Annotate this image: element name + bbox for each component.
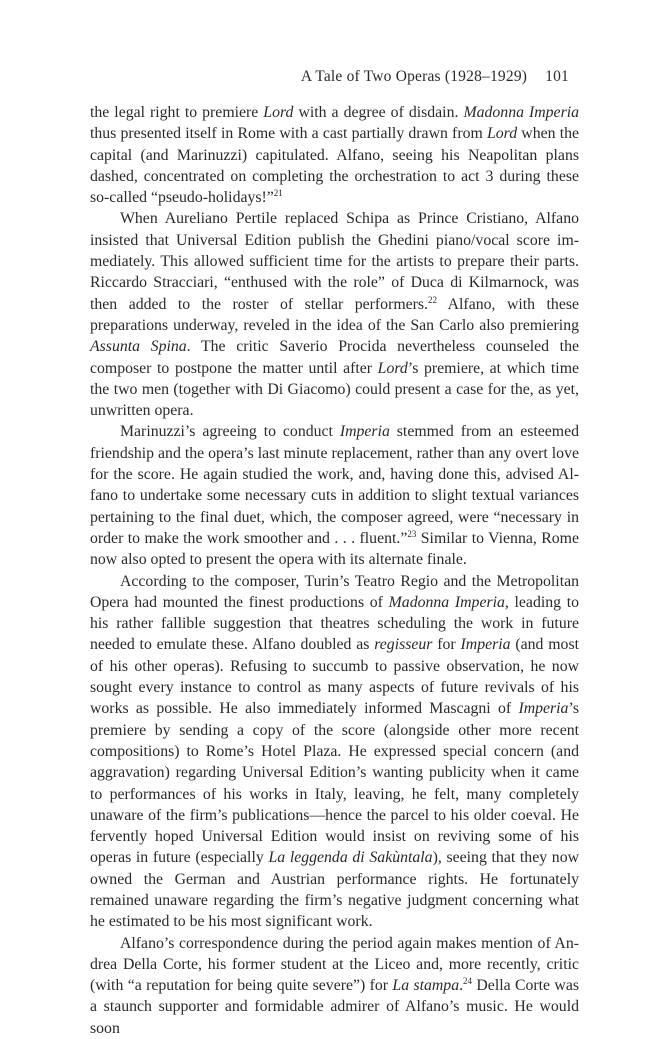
paragraph [90, 571, 579, 933]
text-run: Alfano, with these preparations underway, reveled in the idea of the San Carlo also premiering [90, 295, 579, 334]
italic-text: regisseur [374, 636, 433, 654]
italic-text: Imperia [460, 636, 511, 654]
footnote-ref: 22 [428, 294, 437, 305]
text-run: (and most of his other operas). Refusing to succumb to passive observation, he now sought every instance to control as many aspects of future revivals of his works as possible. He also immediately informed Mascagni of [90, 636, 579, 718]
text-run: the legal right to premiere [90, 104, 264, 121]
text-run: When Aureliano Pertile replaced Schipa as Prince Cristiano, Alfano insisted that Universal Edition publish the Ghedini piano/vocal score immediately. This allowed sufficient time for the artists to prepare their parts. Riccardo Stracciari, “enthused with the role” of Duca di Kilmarnock, was then added to the roster of stellar performers. [90, 210, 579, 313]
italic-text: Lord [486, 125, 518, 143]
body-text [90, 102, 579, 1039]
text-run: Della Corte was a staunch supporter and formidable admirer of Alfano’s music. He would soon [90, 977, 579, 1037]
paragraph [90, 421, 579, 570]
italic-text: Imperia [518, 700, 569, 718]
text-run: when the capital (and Marinuzzi) capitulated. Alfano, seeing his Neapolitan plans dashed, concentrated on completing the orchestration to act 3 during these so-called “pseudo-holidays!” [90, 125, 579, 207]
text-run: Alfano’s correspondence during the period again makes mention of Andrea Della Corte, his former student at the Liceo and, more recently, critic (with “a reputation for being quite severe”) for [90, 934, 579, 995]
italic-text: La leggenda di Sakùntala [268, 849, 433, 867]
text-run: . [459, 977, 464, 995]
text-run: stemmed from an esteemed friendship and the opera’s last minute replacement, rather than any overt love for the score. He again studied the work, and, having done this, advised Alfano to undertake some necessary cuts in addition to slight textual variances pertaining to the final duet, which, the composer agreed, were “necessary in order to make the work smoother and . . . fluent.” [90, 423, 579, 547]
text-run: ), seeing that they now owned the German and Austrian performance rights. He fortunately remained unaware regarding the firm’s negative judgment concerning what he estimated to be his most significant work. [90, 849, 580, 931]
text-run: Marinuzzi’s agreeing to conduct [120, 423, 340, 441]
italic-text: Assunta Spina [90, 338, 187, 356]
paragraph [90, 933, 579, 1039]
italic-text: Imperia [339, 423, 390, 441]
text-run: for [432, 636, 461, 654]
text-run: thus presented itself in Rome with a cast partially drawn from [90, 125, 487, 143]
italic-text: Lord [263, 104, 294, 121]
chapter-title: A Tale of Two Operas (1928–1929) [300, 68, 528, 85]
text-run: . The critic Saverio Procida nevertheless counseled the composer to postpone the matter until after [90, 338, 579, 377]
paragraph [90, 208, 579, 421]
italic-text: La stampa [392, 977, 460, 995]
text-run: , leading to his rather fallible suggestion that theatres scheduling the work in future needed to emulate these. Alfano doubled as [90, 593, 579, 654]
text-run: According to the composer, Turin’s Teatro Regio and the Metropolitan Opera had mounted the finest productions of [90, 572, 579, 611]
text-run: ’s premiere, at which time the two men (together with Di Giacomo) could present a case for the, as yet, unwritten opera. [90, 359, 579, 420]
text-run: Similar to Vienna, Rome now also opted to present the opera with its alternate finale. [90, 529, 579, 569]
italic-text: Madonna Imperia [463, 104, 580, 121]
paragraph [90, 102, 579, 208]
text-run: ’s premiere by sending a copy of the score (alongside other more recent compositions) to Rome’s Hotel Plaza. He expressed special concern (and aggravation) regarding Universal Edition’s wanting publicity when it came to performances of his works in Italy, leaving, he felt, many completely unaware of the firm’s publications—hence the parcel to his older coeval. He fervently hoped Universal Edition would insist on reviving some of his operas in future (especially [90, 700, 579, 867]
running-head [301, 68, 569, 86]
page-number: 101 [545, 68, 569, 85]
footnote-ref: 24 [463, 976, 473, 987]
footnote-ref: 21 [273, 188, 283, 199]
footnote-ref: 23 [407, 528, 417, 539]
italic-text: Madonna Imperia [388, 593, 505, 611]
italic-text: Lord [377, 359, 408, 377]
text-run: with a degree of disdain. [293, 104, 464, 121]
